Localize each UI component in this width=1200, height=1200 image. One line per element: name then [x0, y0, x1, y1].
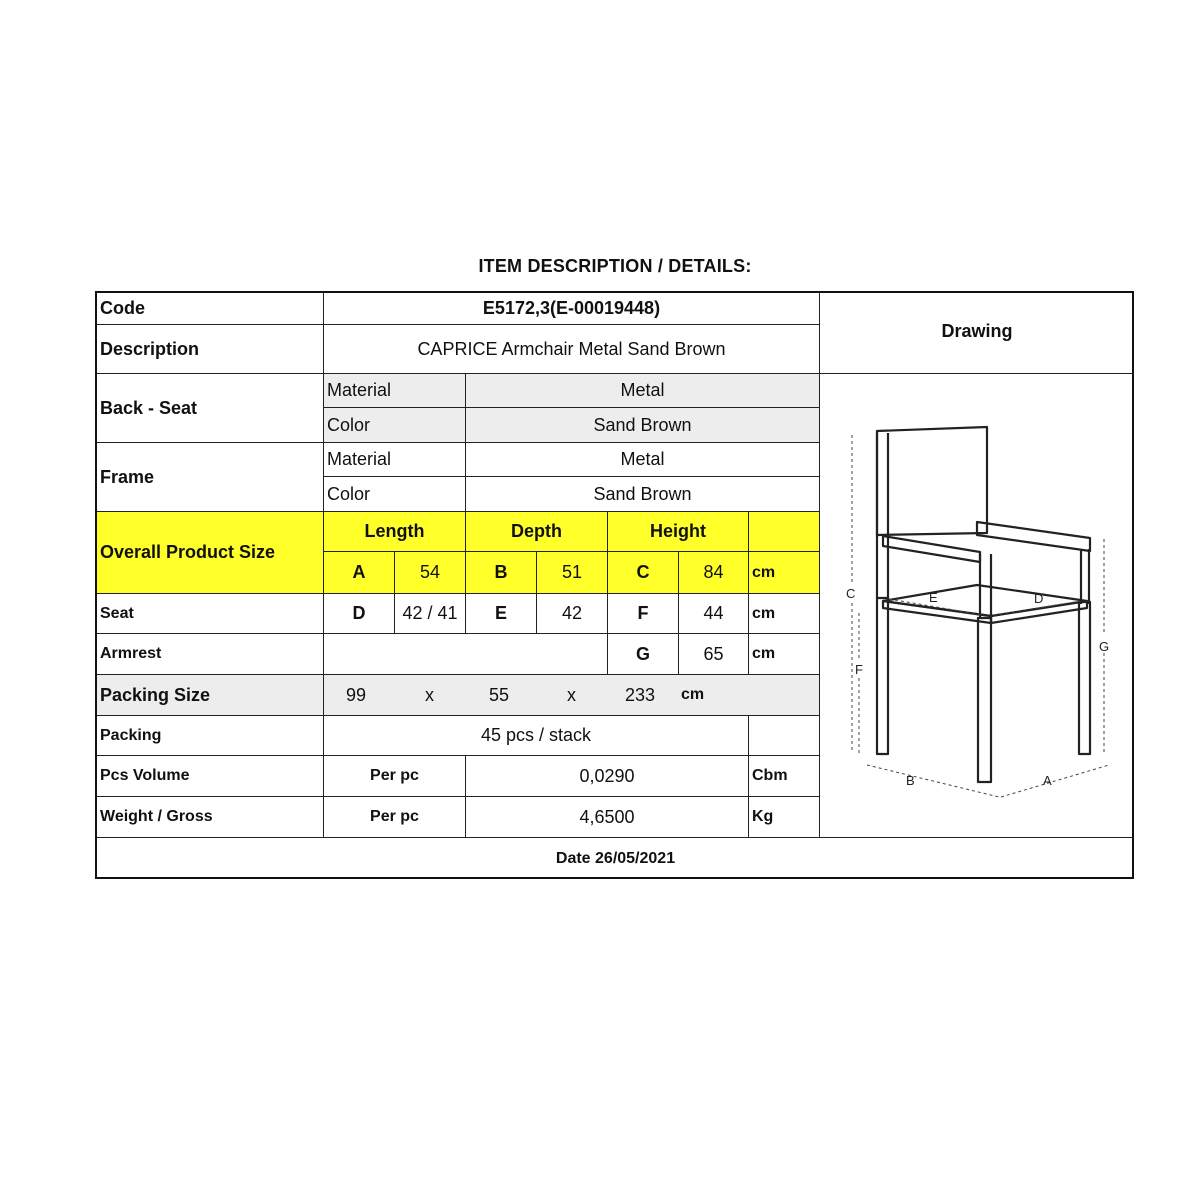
frame-color-label: Color [324, 477, 466, 512]
drawing-letter-c: C [846, 586, 856, 601]
packing-size-unit: cm [681, 686, 705, 703]
description-label: Description [97, 325, 324, 374]
overall-unit: cm [749, 552, 820, 594]
pcs-volume-per: Per pc [324, 756, 466, 797]
pcs-volume-unit: Cbm [749, 756, 820, 797]
packing-x2: x [567, 684, 576, 705]
description-value: CAPRICE Armchair Metal Sand Brown [324, 325, 820, 374]
frame-material: Metal [466, 443, 820, 477]
weight-per: Per pc [324, 797, 466, 838]
dim-c-letter: C [608, 552, 679, 594]
pcs-volume-label: Pcs Volume [97, 756, 324, 797]
frame-material-label: Material [324, 443, 466, 477]
length-header: Length [324, 512, 466, 552]
drawing-letter-b: B [906, 773, 915, 788]
drawing-letter-d: D [1034, 591, 1044, 606]
drawing-header: Drawing [820, 293, 1134, 374]
overall-size-label: Overall Product Size [97, 512, 324, 594]
dim-e-value: 42 [537, 594, 608, 634]
back-seat-color-label: Color [324, 408, 466, 443]
drawing-letter-g: G [1099, 639, 1110, 654]
back-seat-label: Back - Seat [97, 374, 324, 443]
packing-size-row [324, 675, 820, 716]
back-seat-color: Sand Brown [466, 408, 820, 443]
weight-value: 4,6500 [466, 797, 749, 838]
pcs-volume-value: 0,0290 [466, 756, 749, 797]
frame-color: Sand Brown [466, 477, 820, 512]
drawing-letter-f: F [855, 662, 863, 677]
packing-label: Packing [97, 716, 324, 756]
dim-a-letter: A [324, 552, 395, 594]
date-footer: Date 26/05/2021 [555, 849, 676, 867]
dim-f-value: 44 [679, 594, 749, 634]
seat-label: Seat [97, 594, 324, 634]
armchair-illustration [819, 373, 1133, 838]
page-title: ITEM DESCRIPTION / DETAILS: [478, 256, 752, 276]
dim-b-value: 51 [537, 552, 608, 594]
packing-x1: x [425, 684, 434, 705]
back-seat-material-label: Material [324, 374, 466, 408]
dim-b-letter: B [466, 552, 537, 594]
packing-length: 99 [346, 684, 367, 705]
weight-unit: Kg [749, 797, 820, 838]
code-value: E5172,3(E-00019448) [324, 293, 820, 325]
back-seat-material: Metal [466, 374, 820, 408]
dim-e-letter: E [466, 594, 537, 634]
armrest-label: Armrest [97, 634, 324, 675]
armrest-blank [324, 634, 608, 675]
chair-drawing [819, 373, 1133, 838]
height-header: Height [608, 512, 749, 552]
dim-g-value: 65 [679, 634, 749, 675]
packing-width: 55 [489, 684, 510, 705]
depth-header: Depth [466, 512, 608, 552]
packing-height: 233 [625, 684, 656, 705]
dim-c-value: 84 [679, 552, 749, 594]
dim-a-value: 54 [395, 552, 466, 594]
dim-d-value: 42 / 41 [395, 594, 466, 634]
armrest-unit: cm [749, 634, 820, 675]
packing-size-label: Packing Size [97, 675, 324, 716]
dim-g-letter: G [608, 634, 679, 675]
code-label: Code [97, 293, 324, 325]
packing-blank [749, 716, 820, 756]
weight-label: Weight / Gross [97, 797, 324, 838]
drawing-letter-e: E [929, 590, 938, 605]
packing-value: 45 pcs / stack [324, 716, 749, 756]
dim-d-letter: D [324, 594, 395, 634]
overall-blank [749, 512, 820, 552]
spec-table [95, 291, 1134, 879]
column-divider [819, 293, 820, 838]
dim-f-letter: F [608, 594, 679, 634]
frame-label: Frame [97, 443, 324, 512]
seat-unit: cm [749, 594, 820, 634]
drawing-letter-a: A [1043, 773, 1052, 788]
